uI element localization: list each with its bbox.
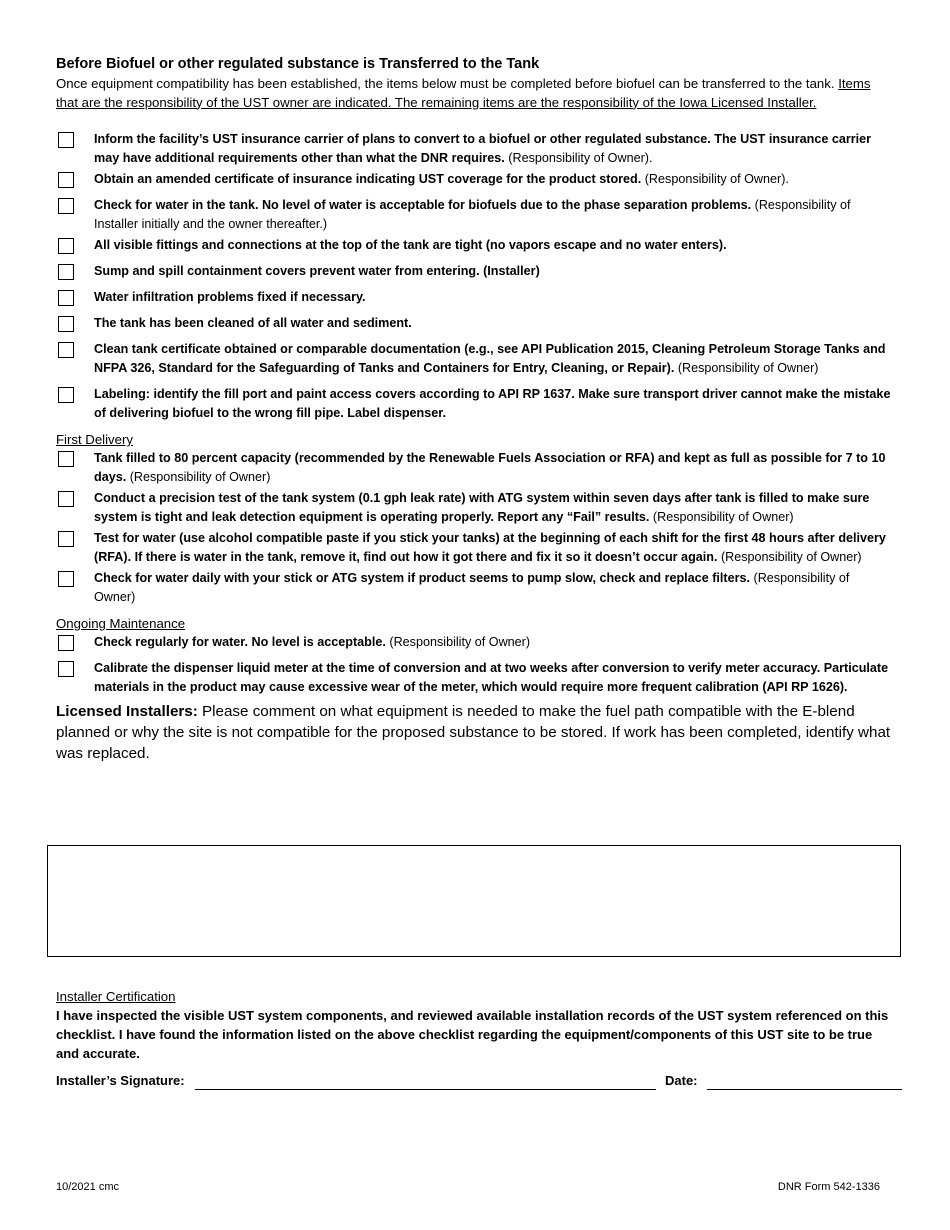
checkbox[interactable] [58, 290, 74, 306]
checklist-item: Check regularly for water. No level is acceptable. (Responsibility of Owner) [56, 633, 894, 652]
checklist-item: Check for water in the tank. No level of water is acceptable for biofuels due to the phase separation problems. (Responsibility of Installer initially and the owner thereafter.) [56, 196, 894, 234]
first-delivery-checklist [56, 449, 894, 607]
checkbox[interactable] [58, 238, 74, 254]
signature-label: Installer’s Signature: [56, 1073, 185, 1088]
checkbox[interactable] [58, 661, 74, 677]
checkbox[interactable] [58, 342, 74, 358]
checkbox[interactable] [58, 635, 74, 651]
date-label: Date: [665, 1073, 698, 1088]
ongoing-maintenance-checklist [56, 633, 894, 697]
checkbox[interactable] [58, 571, 74, 587]
checklist-item: Check for water daily with your stick or ATG system if product seems to pump slow, check and replace filters. (Responsibility of Owner) [56, 569, 894, 607]
first-delivery-heading: First Delivery [56, 432, 133, 447]
installer-comments-field[interactable] [47, 845, 901, 957]
intro-underlined-text: Items that are the responsibility of the UST owner are indicated. The remaining items are the responsibility of the Iowa Licensed Installer. [56, 76, 871, 110]
checklist-page [56, 56, 894, 766]
licensed-installers-instructions [56, 701, 894, 764]
checkbox[interactable] [58, 531, 74, 547]
intro-text: Once equipment compatibility has been established, the items below must be completed before biofuel can be transferred to the tank. [56, 76, 839, 91]
signature-field[interactable] [195, 1089, 656, 1090]
checklist-item: Calibrate the dispenser liquid meter at the time of conversion and at two weeks after conversion to verify meter accuracy. Particulate materials in the product may cause excessive wear of the meter, which would require more frequent calibration (API RP 1626). [56, 659, 894, 697]
checklist-item: Clean tank certificate obtained or comparable documentation (e.g., see API Publication 2015, Cleaning Petroleum Storage Tanks and NFPA 326, Standard for the Safeguarding of Tanks and Containers for Entry, Cleaning, or Repair). (Responsibility of Owner) [56, 340, 894, 378]
checkbox[interactable] [58, 172, 74, 188]
certification-heading: Installer Certification [56, 989, 176, 1004]
licensed-installers-label: Licensed Installers: [56, 703, 198, 720]
checklist-item: Inform the facility’s UST insurance carrier of plans to convert to a biofuel or other regulated substance. The UST insurance carrier may have additional requirements other than what the DNR requires. (Responsibility of Owner). [56, 130, 894, 168]
certification-statement: I have inspected the visible UST system components, and reviewed available installation records of the UST system referenced on this checklist. I have found the information listed on the above checklist regarding the equipment/components of this UST site to be true and accurate. [56, 1008, 889, 1061]
checklist-item: Labeling: identify the fill port and paint access covers according to API RP 1637. Make sure transport driver cannot make the mistake of delivering biofuel to the wrong fill pipe. Label dispenser. [56, 385, 894, 423]
installer-certification [56, 988, 894, 1063]
footer-revision: 10/2021 cmc [56, 1181, 119, 1193]
checklist-item: Obtain an amended certificate of insurance indicating UST coverage for the product stored. (Responsibility of Owner). [56, 170, 894, 189]
checkbox[interactable] [58, 132, 74, 148]
checkbox[interactable] [58, 198, 74, 214]
signature-row [56, 1071, 902, 1093]
checklist-item: The tank has been cleaned of all water and sediment. [56, 314, 894, 333]
checkbox[interactable] [58, 491, 74, 507]
checkbox[interactable] [58, 451, 74, 467]
footer-form-number: DNR Form 542-1336 [777, 1181, 880, 1193]
checklist-item: All visible fittings and connections at the top of the tank are tight (no vapors escape and no water enters). [56, 236, 894, 255]
checklist-item: Conduct a precision test of the tank system (0.1 gph leak rate) with ATG system within seven days after tank is filled to make sure system is tight and leak detection equipment is operating properly. Report any “Fail” results. (Responsibility of Owner) [56, 489, 894, 527]
ongoing-maintenance-heading: Ongoing Maintenance [56, 616, 186, 631]
checklist-item: Test for water (use alcohol compatible paste if you stick your tanks) at the beginning of each shift for the first 48 hours after delivery (RFA). If there is water in the tank, remove it, find out how it got there and fix it so it doesn’t occur again. (Responsibility of Owner) [56, 529, 894, 567]
licensed-installers-text: Please comment on what equipment is needed to make the fuel path compatible with the E-blend planned or why the site is not compatible for the proposed substance to be stored. If work has been completed, identify what was replaced. [56, 703, 891, 762]
intro-paragraph [56, 75, 894, 112]
section-title: Before Biofuel or other regulated substance is Transferred to the Tank [56, 56, 540, 72]
checkbox[interactable] [58, 264, 74, 280]
checkbox[interactable] [58, 316, 74, 332]
date-field[interactable] [707, 1089, 902, 1090]
checklist-item: Water infiltration problems fixed if necessary. [56, 288, 894, 307]
checklist-item: Tank filled to 80 percent capacity (recommended by the Renewable Fuels Association or RFA) and kept as full as possible for 7 to 10 days. (Responsibility of Owner) [56, 449, 894, 487]
pre-transfer-checklist [56, 130, 894, 423]
checkbox[interactable] [58, 387, 74, 403]
checklist-item: Sump and spill containment covers prevent water from entering. (Installer) [56, 262, 894, 281]
